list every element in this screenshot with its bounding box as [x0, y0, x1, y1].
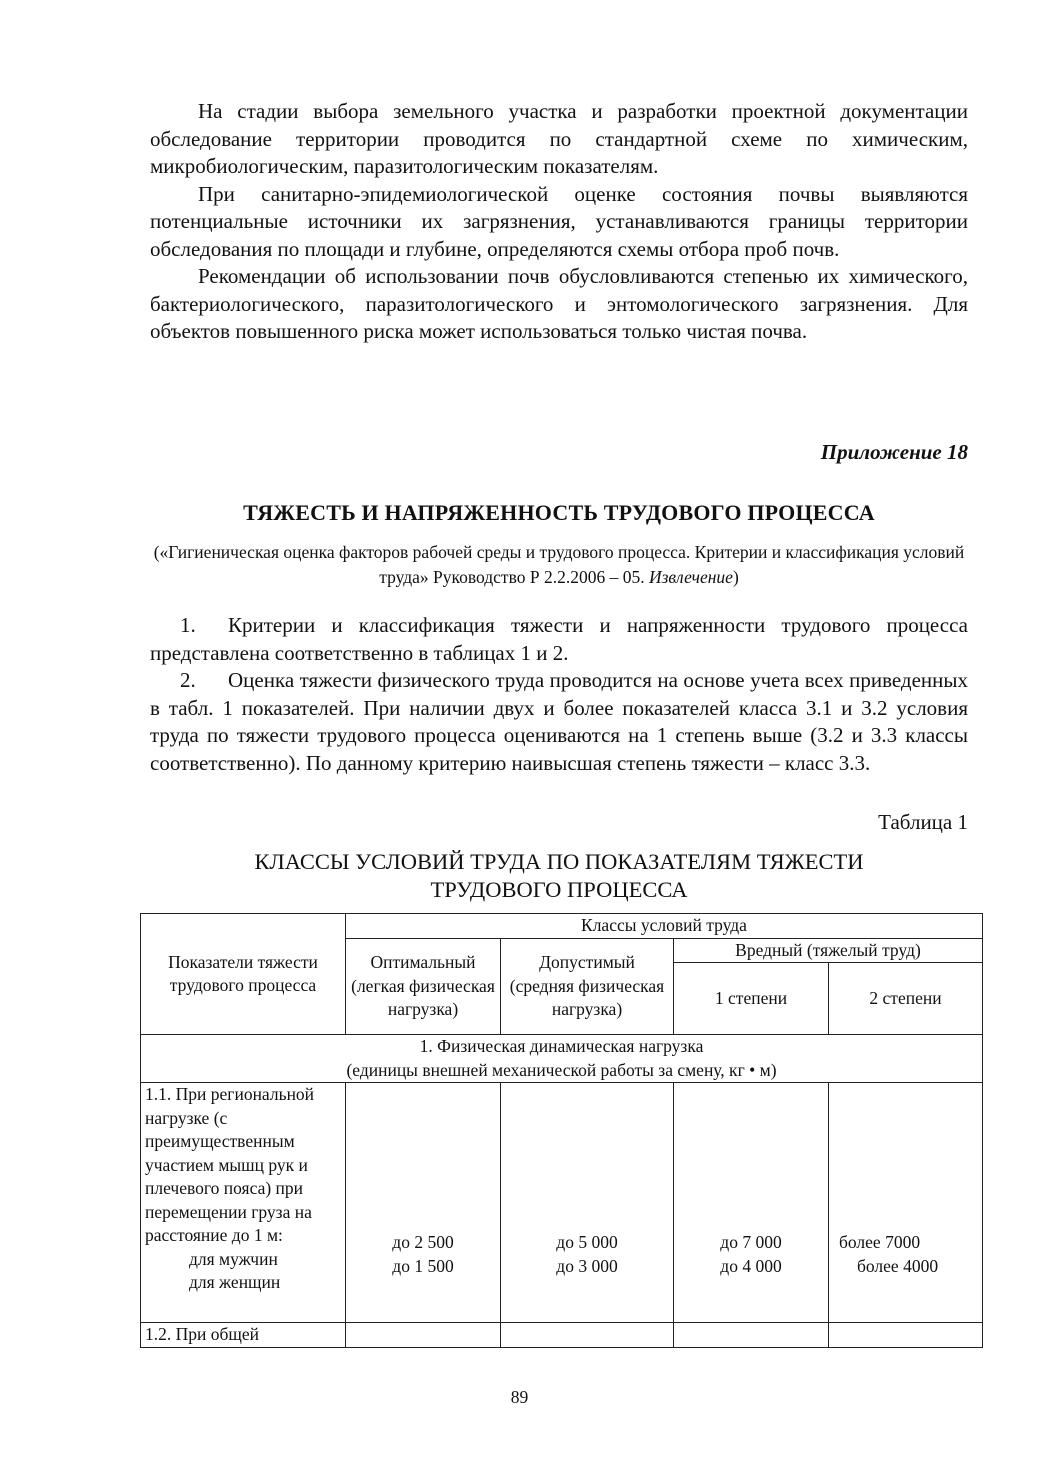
cell-degree-1 [674, 1083, 829, 1323]
page-number: 89 [510, 1387, 529, 1407]
table-caption [150, 848, 968, 904]
header-acceptable: Допустимый (средняя физическая нагрузка) [501, 938, 674, 1035]
cell-empty [346, 1323, 501, 1348]
list-text: Оценка тяжести физического труда проводится на основе учета всех приведенных в табл. 1 показателей. При наличии двух и более показателей класса 3.1 и 3.2 условия труда по тяжести трудового процесса оцениваются на 1 степень выше (3.2 и 3.3 классы соответственно). По данному критерию наивысшая степень тяжести – класс 3.3. [150, 668, 968, 775]
cell-degree-2 [829, 1083, 983, 1323]
header-degree-1: 1 степени [674, 963, 829, 1035]
table-row [141, 1323, 983, 1348]
list-item [150, 612, 968, 667]
cell-empty [829, 1323, 983, 1348]
cell-value: до 7 000 [720, 1232, 782, 1252]
cell-value: до 2 500 [392, 1232, 454, 1252]
header-harmful: Вредный (тяжелый труд) [674, 938, 983, 963]
cell-value: до 5 000 [556, 1232, 618, 1252]
cell-optimal [346, 1083, 501, 1323]
row-subitem-women: для женщин [189, 1272, 281, 1292]
cell-value: более 4000 [857, 1255, 939, 1276]
section-heading-line: 1. Физическая динамическая нагрузка [419, 1036, 704, 1056]
table-caption-line: ТРУДОВОГО ПРОЦЕССА [430, 877, 688, 902]
section-heading-line: (единицы внешней механической работы за смену, кг • м) [346, 1059, 777, 1080]
header-optimal: Оптимальный (легкая физическая нагрузка) [346, 938, 501, 1035]
intro-text [150, 98, 968, 346]
numbered-list [150, 612, 968, 777]
list-number: 1. [180, 613, 196, 637]
header-indicator: Показатели тяжести трудового процесса [141, 914, 346, 1035]
cell-empty [674, 1323, 829, 1348]
table-caption-line: КЛАССЫ УСЛОВИЙ ТРУДА ПО ПОКАЗАТЕЛЯМ ТЯЖЕСТИ [254, 849, 864, 874]
cell-empty [501, 1323, 674, 1348]
cell-value: до 4 000 [720, 1255, 782, 1276]
section-heading [141, 1035, 983, 1083]
appendix-label: Приложение 18 [820, 440, 968, 464]
table-label: Таблица 1 [878, 810, 968, 834]
paragraph-1: На стадии выбора земельного участка и разработки проектной документации обследование территории проводится по стандартной схеме по химическим, микробиологическим, паразитологическим показателям. [150, 99, 968, 178]
row-indicator-text: 1.1. При региональной нагрузке (с преимущественным участием мышц рук и плечевого пояса) при перемещении груза на расстояние до 1 м: [145, 1084, 315, 1245]
cell-value: до 1 500 [392, 1255, 454, 1276]
table-section-row [141, 1035, 983, 1083]
source-note-italic: Извлечение [648, 567, 733, 587]
list-item [150, 667, 968, 777]
header-degree-2: 2 степени [829, 963, 983, 1035]
source-note-text: («Гигиеническая оценка факторов рабочей среды и трудового процесса. Критерии и классификация условий труда» Руководство Р 2.2.2006 – 05. [153, 542, 965, 587]
table-row [141, 1083, 983, 1323]
list-text: Критерии и классификация тяжести и напряженности трудового процесса представлена соответственно в таблицах 1 и 2. [150, 613, 968, 665]
classes-table [140, 913, 983, 1348]
paragraph-2: При санитарно-эпидемиологической оценке состояния почвы выявляются потенциальные источники их загрязнения, устанавливаются границы территории обследования по площади и глубине, определяются схемы отбора проб почв. [150, 181, 968, 261]
header-classes: Классы условий труда [346, 914, 983, 939]
cell-value: до 3 000 [556, 1255, 618, 1276]
cell-acceptable [501, 1083, 674, 1323]
row-indicator: 1.2. При общей [141, 1323, 346, 1348]
source-note [150, 540, 968, 590]
row-indicator [141, 1083, 346, 1323]
table-header-row [141, 914, 983, 939]
row-subitem-men: для мужчин [189, 1248, 278, 1269]
list-number: 2. [180, 668, 196, 692]
cell-value: более 7000 [839, 1232, 921, 1252]
section-title: ТЯЖЕСТЬ И НАПРЯЖЕННОСТЬ ТРУДОВОГО ПРОЦЕССА [243, 500, 875, 525]
paragraph-3: Рекомендации об использовании почв обусловливаются степенью их химического, бактериологического, паразитологического и энтомологического загрязнения. Для объектов повышенного риска может использоваться только чистая почва. [150, 264, 968, 343]
source-note-close: ) [732, 567, 739, 587]
